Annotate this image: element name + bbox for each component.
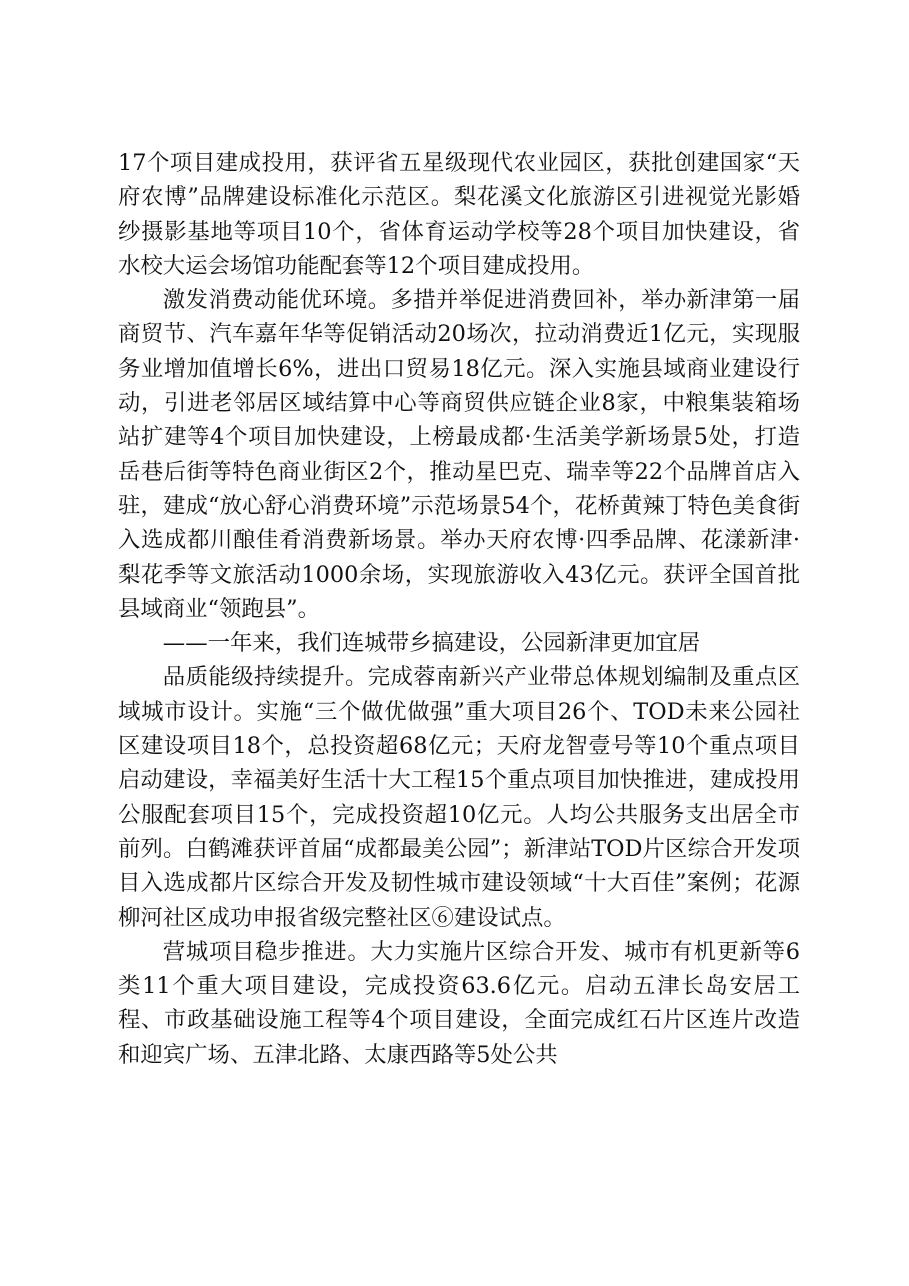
section-heading-urban-rural: ——一年来，我们连城带乡搞建设，公园新津更加宜居 xyxy=(162,630,701,657)
document-body xyxy=(118,146,800,1072)
paragraph-consumption: 激发消费动能优环境。多措并举促进消费回补，举办新津第一届商贸节、汽车嘉年华等促销活动20场次，拉动消费近1亿元，实现服务业增加值增长6%，进出口贸易18亿元。深入实施县域商业建设行动，引进老邻居区域结算中心等商贸供应链企业8家，中粮集装箱场站扩建等4个项目加快建设，上榜最成都·生活美学新场景5处，打造岳巷后街等特色商业街区2个，推动星巴克、瑞幸等22个品牌首店入驻，建成“放心舒心消费环境”示范场景54个，花桥黄辣丁特色美食街入选成都川酿佳肴消费新场景。举办天府农博·四季品牌、花漾新津·梨花季等文旅活动1000余场，实现旅游收入43亿元。获评全国首批县域商业“领跑县”。 xyxy=(118,287,800,622)
paragraph-agriculture-tourism: 17个项目建成投用，获评省五星级现代农业园区，获批创建国家“天府农博”品牌建设标准化示范区。梨花溪文化旅游区引进视觉光影婚纱摄影基地等项目10个，省体育运动学校等28个项目加快建设，省水校大运会场馆功能配套等12个项目建成投用。 xyxy=(118,150,800,279)
paragraph-city-projects: 营城项目稳步推进。大力实施片区综合开发、城市有机更新等6类11个重大项目建设，完成投资63.6亿元。启动五津长岛安居工程、市政基础设施工程等4个项目建设，全面完成红石片区连片改造和迎宾广场、五津北路、太康西路等5处公共 xyxy=(118,938,800,1068)
paragraph-quality-level: 品质能级持续提升。完成蓉南新兴产业带总体规划编制及重点区域城市设计。实施“三个做优做强”重大项目26个、TOD未来公园社区建设项目18个，总投资超68亿元；天府龙智壹号等10个重点项目启动建设，幸福美好生活十大工程15个重点项目加快推进，建成投用公服配套项目15个，完成投资超10亿元。人均公共服务支出居全市前列。白鹤滩获评首届“成都最美公园”；新津站TOD片区综合开发项目入选成都片区综合开发及韧性城市建设领域“十大百佳”案例；花源柳河社区成功申报省级完整社区⑥建设试点。 xyxy=(118,664,800,931)
